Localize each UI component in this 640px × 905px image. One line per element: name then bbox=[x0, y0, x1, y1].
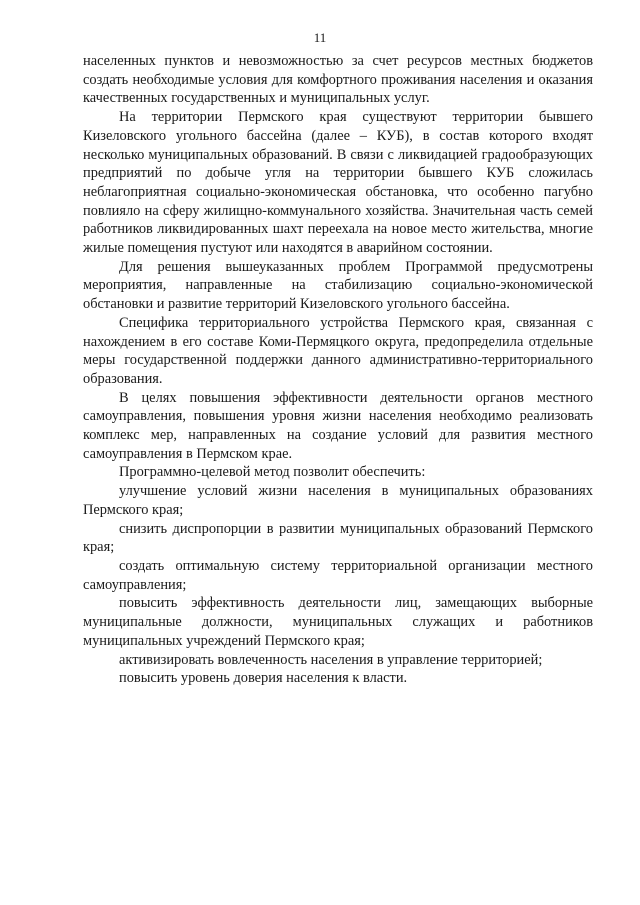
document-body bbox=[83, 52, 593, 688]
paragraph-program-measures: Для решения вышеуказанных проблем Программой предусмотрены мероприятия, направленные на стабилизацию социально-экономической обстановки и развитие территорий Кизеловского угольного бассейна. bbox=[83, 258, 593, 313]
paragraph-local-self-government: В целях повышения эффективности деятельности органов местного самоуправления, повышения уровня жизни населения необходимо реализовать комплекс мер, направленных на создание условий для развития местного самоуправления в Пермском крае. bbox=[83, 389, 593, 462]
paragraph-kub-territories: На территории Пермского края существуют территории бывшего Кизеловского угольного бассейна (далее – КУБ), в состав которого входят несколько муниципальных образований. В связи с ликвидацией градообразующих предприятий по добыче угля на территории бывшего КУБ сложилась неблагоприятная социально-экономическая обстановка, что особенно пагубно повлияло на сферу жилищно-коммунального хозяйства. Значительная часть семей работников ликвидированных шахт переехала на новое место жительства, многие жилые помещения пустуют или находятся в аварийном состоянии. bbox=[83, 109, 593, 257]
list-item-engagement: активизировать вовлеченность населения в управление территорией; bbox=[119, 651, 543, 668]
paragraph-komi-permyak-okrug: Специфика территориального устройства Пермского края, связанная с нахождением в его составе Коми-Пермяцкого округа, предопределила отдельные меры государственной поддержки данного административно-территориального образования. bbox=[83, 314, 593, 387]
list-item-territorial-organization: создать оптимальную систему территориальной организации местного самоуправления; bbox=[83, 557, 593, 593]
list-item-efficiency: повысить эффективность деятельности лиц, замещающих выборные муниципальные должности, муниципальных служащих и работников муниципальных учреждений Пермского края; bbox=[83, 595, 593, 649]
page-number: 11 bbox=[313, 30, 327, 45]
paragraph-continuation: населенных пунктов и невозможностью за счет ресурсов местных бюджетов создать необходимые условия для комфортного проживания населения и оказания качественных государственных и муниципальных услуг. bbox=[83, 53, 593, 107]
list-item-trust: повысить уровень доверия населения к власти. bbox=[119, 670, 408, 687]
list-item-living-conditions: улучшение условий жизни населения в муниципальных образованиях Пермского края; bbox=[83, 483, 593, 518]
list-item-reduce-disproportions: снизить диспропорции в развитии муниципальных образований Пермского края; bbox=[83, 520, 593, 556]
paragraph-program-method-intro: Программно-целевой метод позволит обеспечить: bbox=[119, 464, 426, 481]
